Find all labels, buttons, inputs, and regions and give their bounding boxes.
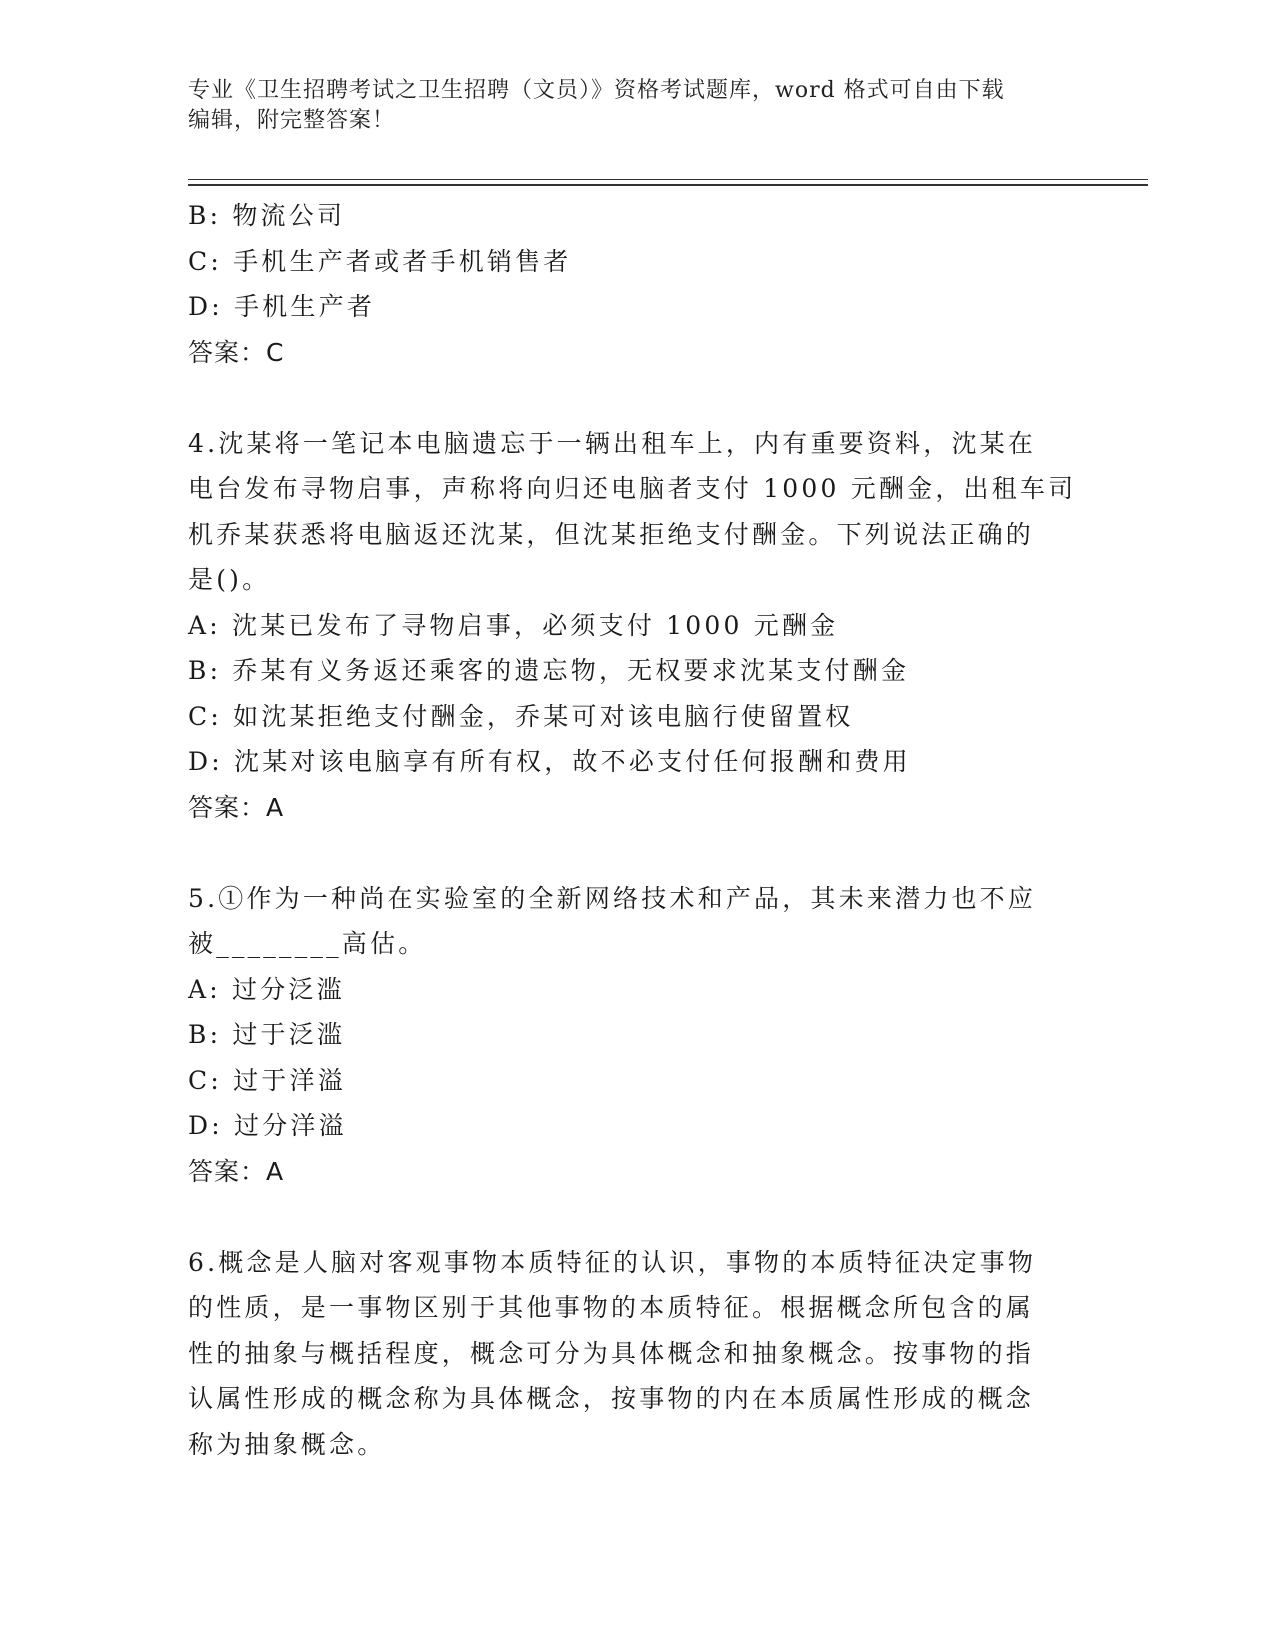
spacer xyxy=(188,1194,1088,1240)
answer-line: 答案：A xyxy=(188,1156,285,1186)
stem-line: 称为抽象概念。 xyxy=(188,1429,386,1459)
answer-line: 答案：A xyxy=(188,792,285,822)
question-stem xyxy=(188,1240,1088,1468)
question-stem xyxy=(188,876,1088,967)
header-line-1: 专业《卫生招聘考试之卫生招聘（文员）》资格考试题库，word 格式可自由下载 xyxy=(188,78,1005,103)
header-divider-thick xyxy=(188,184,1148,186)
stem-line: 机乔某获悉将电脑返还沈某，但沈某拒绝支付酬金。下列说法正确的 xyxy=(188,519,1035,549)
stem-line: 的性质，是一事物区别于其他事物的本质特征。根据概念所包含的属 xyxy=(188,1293,1035,1322)
question-6 xyxy=(188,1240,1088,1468)
option-d: D: 过分洋溢 xyxy=(188,1111,347,1140)
option-d: D: 手机生产者 xyxy=(188,292,376,321)
option-a: A: 过分泛滥 xyxy=(188,974,345,1004)
question-3 xyxy=(188,193,1088,375)
header-divider-thin xyxy=(188,179,1148,180)
stem-line: 被________高估。 xyxy=(188,929,427,958)
option-b: B: 物流公司 xyxy=(188,201,346,230)
stem-line: 性的抽象与概括程度，概念可分为具体概念和抽象概念。按事物的指 xyxy=(188,1338,1035,1368)
stem-line: 电台发布寻物启事，声称将向归还电脑者支付 1000 元酬金，出租车司 xyxy=(188,474,1077,503)
option-a: A: 沈某已发布了寻物启事，必须支付 1000 元酬金 xyxy=(188,610,839,640)
option-d: D: 沈某对该电脑享有所有权，故不必支付任何报酬和费用 xyxy=(188,747,911,776)
stem-line: 6.概念是人脑对客观事物本质特征的认识，事物的本质特征决定事物 xyxy=(188,1247,1037,1277)
question-4 xyxy=(188,421,1088,831)
option-b: B: 乔某有义务返还乘客的遗忘物，无权要求沈某支付酬金 xyxy=(188,656,910,685)
stem-line: 是()。 xyxy=(188,565,271,594)
option-b: B: 过于泛滥 xyxy=(188,1020,346,1049)
option-c: C: 手机生产者或者手机销售者 xyxy=(188,246,572,276)
stem-line: 5.①作为一种尚在实验室的全新网络技术和产品，其未来潜力也不应 xyxy=(188,883,1037,913)
stem-line: 4.沈某将一笔记本电脑遗忘于一辆出租车上，内有重要资料，沈某在 xyxy=(188,428,1037,458)
question-stem xyxy=(188,421,1088,603)
header-line-2: 编辑，附完整答案！ xyxy=(188,108,396,133)
stem-line: 认属性形成的概念称为具体概念，按事物的内在本质属性形成的概念 xyxy=(188,1384,1035,1413)
option-c: C: 过于洋溢 xyxy=(188,1065,346,1095)
answer-line: 答案：C xyxy=(188,337,285,367)
spacer xyxy=(188,375,1088,421)
question-content xyxy=(188,193,1088,1467)
option-c: C: 如沈某拒绝支付酬金，乔某可对该电脑行使留置权 xyxy=(188,701,854,731)
question-5 xyxy=(188,876,1088,1195)
spacer xyxy=(188,830,1088,876)
page-header xyxy=(188,76,1078,136)
